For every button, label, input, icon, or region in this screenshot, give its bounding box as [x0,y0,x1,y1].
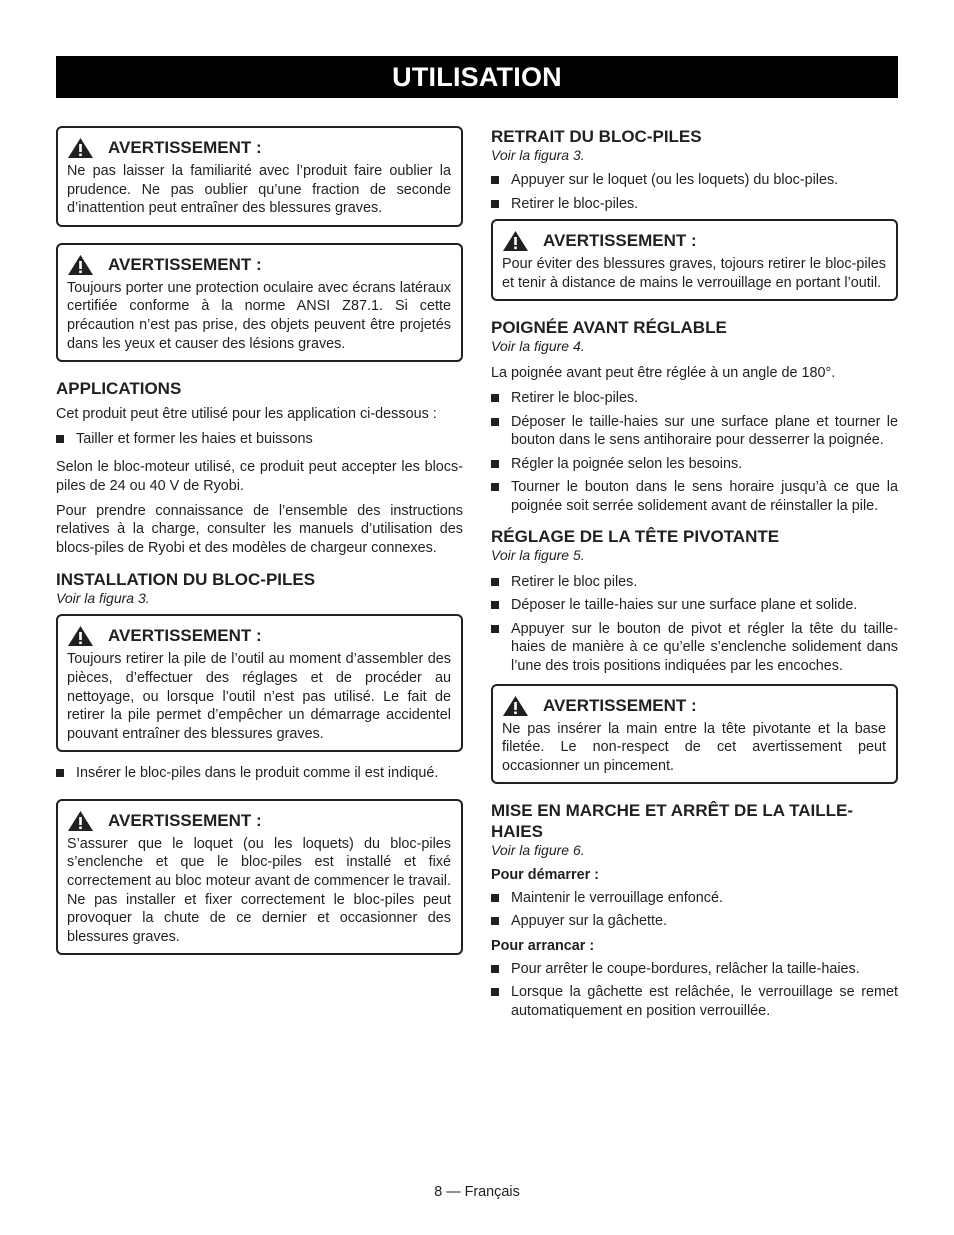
start-label: Pour démarrer : [491,867,599,884]
warning-icon [502,230,529,252]
section-heading-poignee: POIGNÉE AVANT RÉGLABLE [491,318,727,338]
figure-reference: Voir la figura 3. [491,147,585,163]
list-item: Appuyer sur le bouton de pivot et régler la tête du taille-haies de manière à ce qu’elle s’enclenche solidement dans l’une des trois positions indiquées par les encoches. [491,620,898,676]
warning-text: Ne pas insérer la main entre la tête pivotante et la base filetée. Le non-respect de cet avertissement peut occasionner un pincement. [502,720,886,774]
list-item: Retirer le bloc piles. [491,573,898,592]
warning-text: Pour éviter des blessures graves, tojours retirer le bloc-piles et tenir à distance de mains le verrouillage en portant l’outil. [502,256,886,291]
list-item: Tourner le bouton dans le sens horaire jusqu’à ce que la poignée soit serrée solidement avant de réinstaller la pile. [491,478,898,515]
figure-reference: Voir la figure 6. [491,842,585,859]
figure-reference: Voir la figura 3. [56,590,150,607]
warning-title: AVERTISSEMENT : [108,626,262,646]
page-footer [0,1184,954,1200]
list-item: Déposer le taille-haies sur une surface plane et solide. [491,596,898,615]
applications-paragraph: Selon le bloc-moteur utilisé, ce produit peut accepter les blocs-piles de 24 ou 40 V de Ryobi. [56,459,463,494]
warning-icon [67,254,94,276]
applications-paragraph: Pour prendre connaissance de l’ensemble des instructions relatives à la charge, consulter les manuels d’utilisation des blocs-piles de Ryobi et des modèles de chargeur connexes. [56,502,463,556]
list-item: Insérer le bloc-piles dans le produit comme il est indiqué. [56,764,463,783]
list-item: Retirer le bloc-piles. [491,389,898,408]
stop-list [491,960,898,1021]
warning-title: AVERTISSEMENT : [108,810,262,830]
page-title: UTILISATION [56,56,898,98]
installation-list [56,764,463,783]
warning-text: Toujours porter une protection oculaire avec écrans latéraux certifiée conforme à la norme ANSI Z87.1. Si cette précaution n’est pas prise, des objets peuvent être projetés dans les yeux et causer des lésions graves. [67,279,451,352]
list-item: Appuyer sur le loquet (ou les loquets) du bloc-piles. [491,171,898,190]
applications-intro: Cet produit peut être utilisé pour les application ci-dessous : [56,406,437,423]
list-item: Pour arrêter le coupe-bordures, relâcher la taille-haies. [491,960,898,979]
applications-list [56,430,463,449]
warning-icon [502,695,529,717]
list-item: Tailler et former les haies et buissons [56,430,463,449]
warning-box [56,614,463,752]
section-heading-marche: MISE EN MARCHE ET ARRÊT DE LA TAILLE-HAIES [491,801,854,842]
warning-icon [67,137,94,159]
section-heading-applications: APPLICATIONS [56,379,182,399]
list-item: Déposer le taille-haies sur une surface plane et tourner le bouton dans le sens antihoraire pour desserrer la poignée. [491,413,898,450]
start-list [491,889,898,931]
list-item: Régler la poignée selon les besoins. [491,455,898,474]
right-column [491,126,898,1026]
warning-box [491,684,898,785]
stop-label: Pour arrancar : [491,938,595,955]
section-heading-retrait: RETRAIT DU BLOC-PILES [491,127,702,146]
tete-list [491,573,898,676]
warning-title: AVERTISSEMENT : [108,138,262,157]
list-item: Maintenir le verrouillage enfoncé. [491,889,898,908]
warning-title: AVERTISSEMENT : [543,231,697,251]
list-item: Appuyer sur la gâchette. [491,912,898,931]
left-column [56,126,463,971]
list-item: Lorsque la gâchette est relâchée, le verrouillage se remet automatiquement en position verrouillée. [491,983,898,1020]
warning-box [56,799,463,956]
warning-text: S’assurer que le loquet (ou les loquets) du bloc-piles s’enclenche et que le bloc-piles est installé et fixé correctement au bloc moteur avant de commencer le travail. Ne pas installer et fixer correctement le bloc-piles peut provoquer la chute de ce dernier et occasionner des blessures graves. [67,835,451,945]
warning-icon [67,625,94,647]
poignee-intro: La poignée avant peut être réglée à un angle de 180°. [491,365,836,382]
warning-title: AVERTISSEMENT : [108,254,262,274]
retrait-list [491,171,898,213]
warning-icon [67,810,94,832]
warning-text: Toujours retirer la pile de l’outil au moment d’assembler des pièces, d’effectuer des réglages et de procéder au nettoyage, ou lorsque l’outil n’est pas utilisé. Le fait de retirer la pile permet d’empêcher un démarrage accidentel pouvant entraîner des blessures graves. [67,651,451,742]
warning-box [56,243,463,362]
warning-title: AVERTISSEMENT : [543,695,697,715]
section-heading-installation: INSTALLATION DU BLOC-PILES [56,570,316,590]
list-item: Retirer le bloc-piles. [491,195,898,214]
page-number: 8 — Français [434,1184,520,1200]
warning-box [491,219,898,301]
section-heading-tete: RÉGLAGE DE LA TÊTE PIVOTANTE [491,526,780,546]
figure-reference: Voir la figure 4. [491,338,585,355]
warning-text: Ne pas laisser la familiarité avec l’produit faire oublier la prudence. Ne pas oublier qu’une fraction de seconde d’inattention peut entraîner des blessures graves. [67,163,451,217]
poignee-list [491,389,898,516]
figure-reference: Voir la figure 5. [491,546,585,563]
warning-box [56,126,463,227]
